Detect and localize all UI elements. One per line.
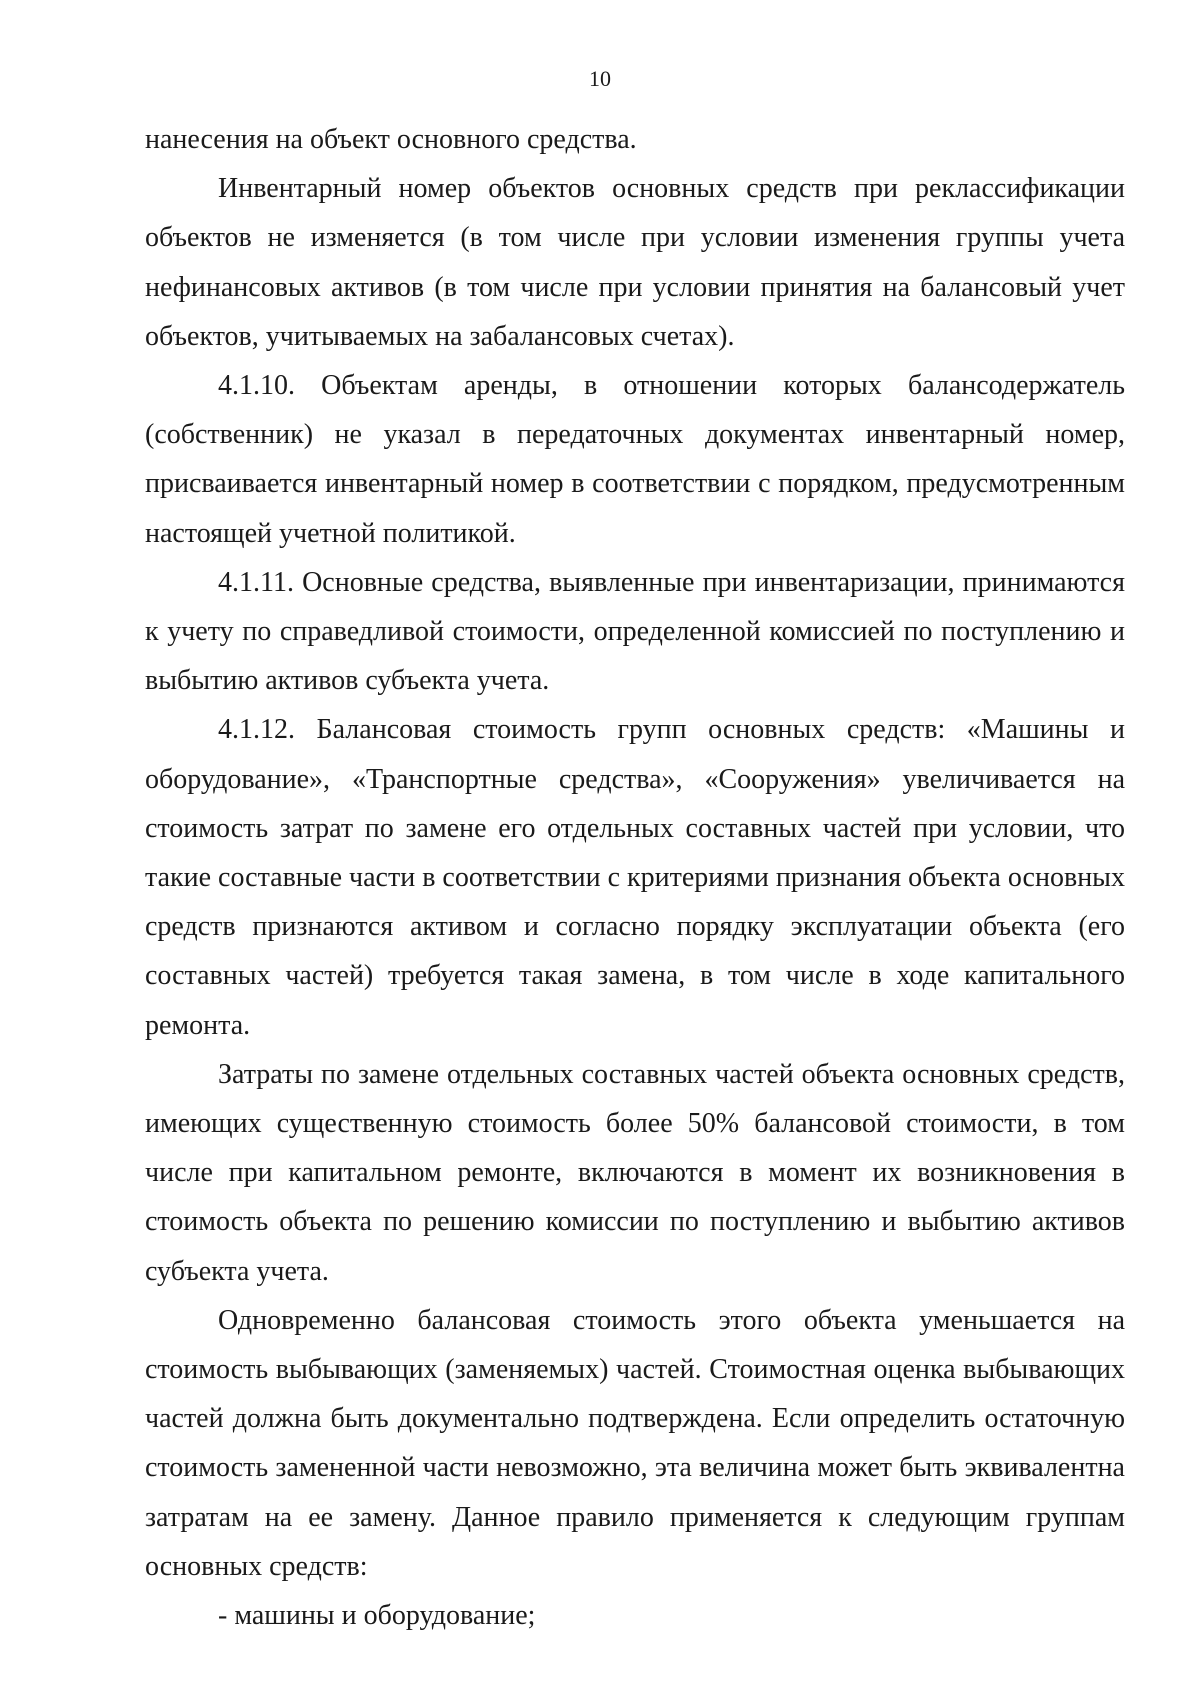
paragraph-book-value-decrease: Одновременно балансовая стоимость этого объекта уменьшается на стоимость выбывающих (заменяемых) частей. Стоимостная оценка выбывающих частей должна быть документально подтверждена. Если определить остаточную стоимость замененной части невозможно, эта величина может быть эквивалентна затратам на ее замену. Данное правило применяется к следующим группам основных средств: [145,1304,1125,1582]
paragraph-inventory-number: Инвентарный номер объектов основных средств при реклассификации объектов не изменяется (в том числе при условии изменения группы учета нефинансовых активов (в том числе при условии принятия на балансовый учет объектов, учитываемых на забалансовых счетах). [145,173,1125,352]
page-number: 10 [589,66,611,91]
list-item: - машины и оборудование; [218,1600,536,1632]
paragraph-4-1-12: 4.1.12. Балансовая стоимость групп основных средств: «Машины и оборудование», «Транспортные средства», «Сооружения» увеличивается на стоимость затрат по замене его отдельных составных частей при условии, что такие составные части в соответствии с критериями признания объекта основных средств признаются активом и согласно порядку эксплуатации объекта (его составных частей) требуется такая замена, в том числе в ходе капитального ремонта. [145,714,1125,1041]
paragraph-4-1-11: 4.1.11. Основные средства, выявленные при инвентаризации, принимаются к учету по справедливой стоимости, определенной комиссией по поступлению и выбытию активов субъекта учета. [145,566,1125,697]
document-body [145,115,1125,1640]
paragraph-4-1-10: 4.1.10. Объектам аренды, в отношении которых балансодержатель (собственник) не указал в передаточных документах инвентарный номер, присваивается инвентарный номер в соответствии с порядком, предусмотренным настоящей учетной политикой. [145,370,1125,549]
paragraph-continuation: нанесения на объект основного средства. [145,124,637,155]
paragraph-replacement-costs: Затраты по замене отдельных составных частей объекта основных средств, имеющих существенную стоимость более 50% балансовой стоимости, в том числе при капитальном ремонте, включаются в момент их возникновения в стоимость объекта по решению комиссии по поступлению и выбытию активов субъекта учета. [145,1058,1125,1287]
